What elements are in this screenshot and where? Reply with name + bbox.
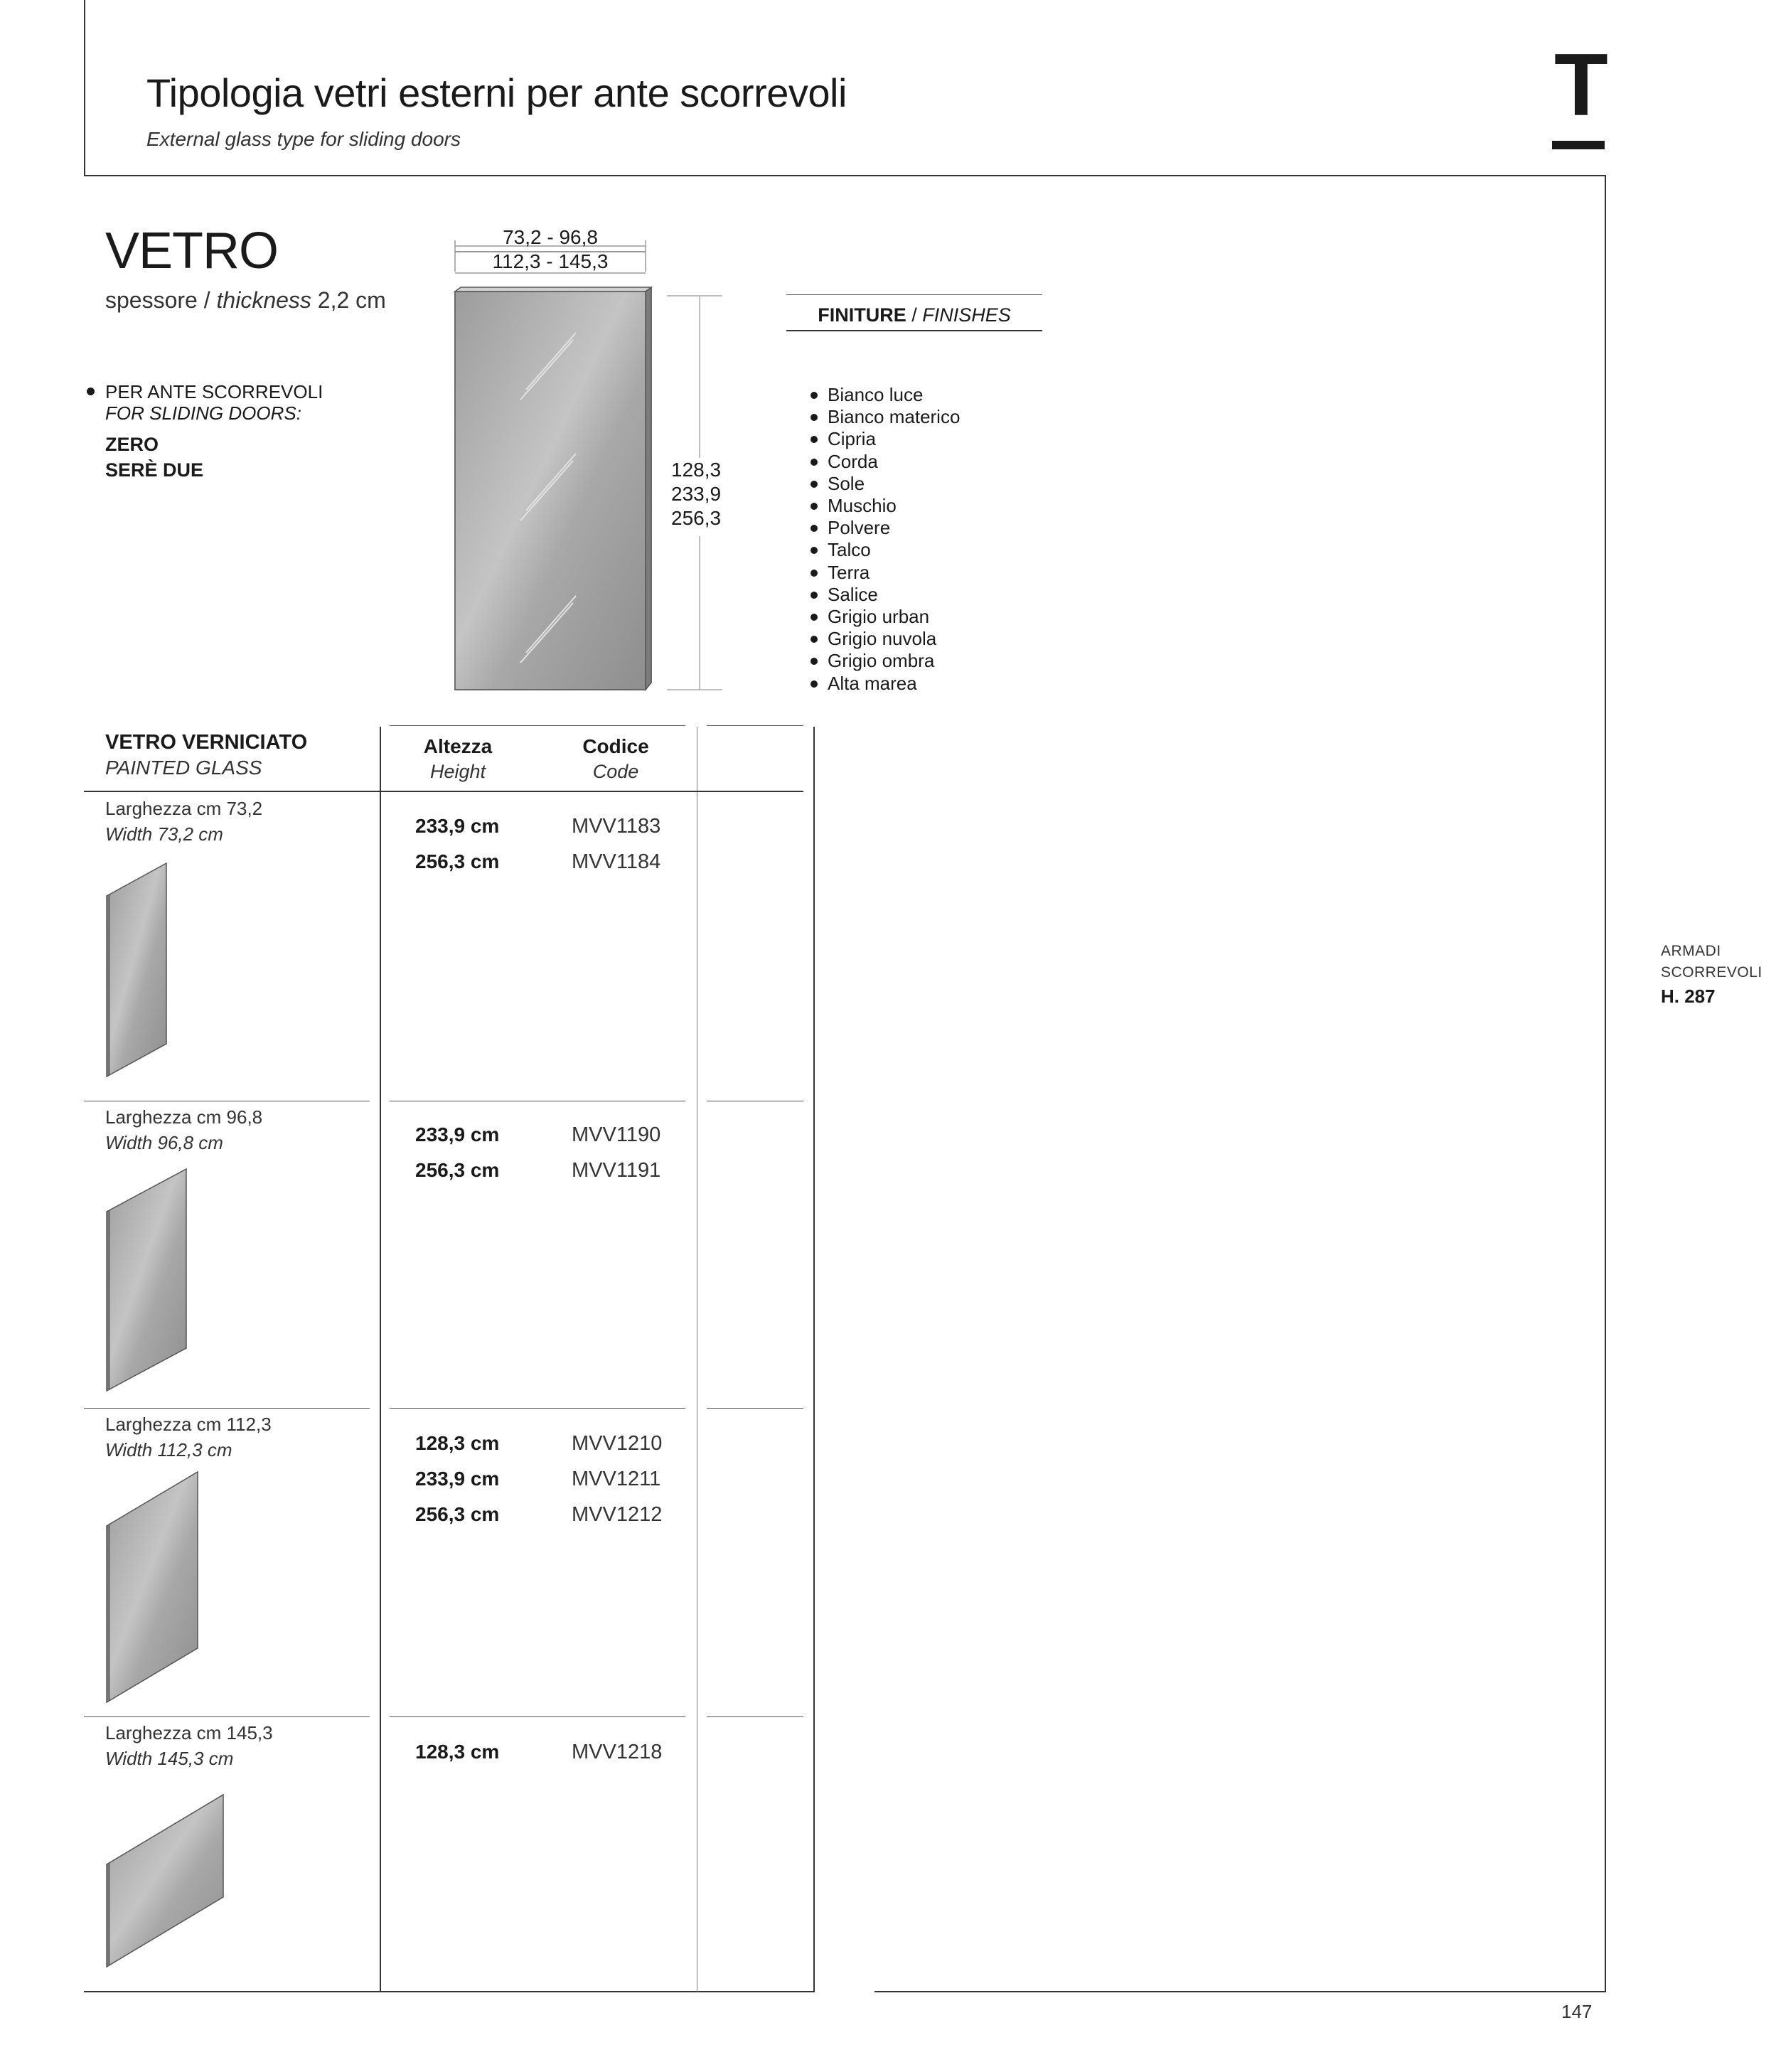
row-divider: [390, 1716, 685, 1717]
row-width-label-it: Larghezza cm 112,3: [105, 1414, 272, 1435]
usage-label-it: PER ANTE SCORREVOLI: [105, 381, 323, 402]
table-title-en: PAINTED GLASS: [105, 757, 262, 779]
finishes-top-rule: [786, 294, 1042, 295]
height-dimension-label: 128,3: [671, 459, 722, 481]
model-name: ZERO: [105, 434, 159, 455]
row-height-value: 233,9 cm: [415, 815, 500, 837]
finishes-heading-sep: /: [906, 304, 923, 326]
column-header-code: [545, 735, 687, 783]
finishes-list: [811, 384, 960, 695]
finish-item: Sole: [811, 473, 960, 495]
usage-label-en: FOR SLIDING DOORS:: [105, 402, 301, 424]
finish-item: Talco: [811, 539, 960, 561]
usage-bullet: [87, 388, 95, 395]
finish-item: Bianco luce: [811, 384, 960, 406]
model-name: SERÈ DUE: [105, 459, 204, 481]
row-code-value: MVV1212: [572, 1503, 663, 1526]
section-letter: T: [1554, 36, 1608, 134]
row-code-value: MVV1190: [572, 1123, 661, 1146]
column-header-code-en: Code: [592, 761, 639, 782]
page-number: 147: [1561, 2001, 1593, 2022]
row-height-value: 256,3 cm: [415, 850, 500, 872]
product-thickness: [105, 287, 386, 314]
finishes-heading-en: FINISHES: [922, 304, 1011, 326]
row-width-label-it: Larghezza cm 96,8: [105, 1106, 263, 1128]
height-dimension-label: 256,3: [671, 507, 722, 529]
finish-item: Bianco materico: [811, 406, 960, 428]
finishes-heading: [786, 304, 1042, 326]
table-column-divider: [813, 727, 815, 1992]
table-header-top-rule: [390, 725, 685, 726]
thickness-value: 2,2 cm: [317, 287, 386, 313]
finish-item: Corda: [811, 451, 960, 473]
frame-header-rule: [84, 175, 1605, 176]
row-width-label-en: Width 96,8 cm: [105, 1132, 223, 1153]
finish-item: Terra: [811, 562, 960, 584]
section-letter-underline: [1552, 141, 1605, 149]
finishes-heading-it: FINITURE: [818, 304, 906, 326]
column-header-code-it: Codice: [582, 735, 649, 757]
glass-panel-thumbnail: [105, 1792, 226, 1968]
row-width-label-en: Width 145,3 cm: [105, 1748, 234, 1769]
glass-panel-thumbnail: [105, 860, 169, 1081]
finish-item: Grigio nuvola: [811, 628, 960, 650]
row-height-value: 233,9 cm: [415, 1468, 500, 1490]
table-column-divider: [380, 727, 381, 1992]
finish-item: Muschio: [811, 495, 960, 517]
row-height-value: 256,3 cm: [415, 1503, 500, 1525]
frame-left-top-line: [84, 0, 85, 176]
row-code-value: MVV1211: [572, 1468, 661, 1490]
row-divider: [84, 1408, 370, 1409]
side-tab-line2: SCORREVOLI: [1661, 964, 1762, 981]
thickness-label-en: thickness: [216, 287, 311, 313]
finish-item: Salice: [811, 584, 960, 606]
finish-item: Cipria: [811, 428, 960, 450]
width-dimension-label: 73,2 - 96,8: [503, 226, 598, 248]
table-header-top-rule: [707, 725, 803, 726]
row-code-value: MVV1183: [572, 815, 661, 838]
column-header-height-it: Altezza: [423, 735, 493, 757]
row-divider: [707, 1716, 803, 1717]
row-height-value: 256,3 cm: [415, 1159, 500, 1181]
product-name: VETRO: [105, 223, 279, 279]
finish-item: Grigio urban: [811, 606, 960, 628]
page-subtitle: External glass type for sliding doors: [146, 128, 461, 150]
row-height-value: 128,3 cm: [415, 1741, 500, 1763]
width-dimension-label: 112,3 - 145,3: [492, 250, 609, 272]
height-dimension-label: 233,9: [671, 483, 722, 505]
row-width-label-it: Larghezza cm 73,2: [105, 798, 263, 819]
frame-right-line: [1605, 175, 1606, 1992]
finish-item: Polvere: [811, 517, 960, 539]
row-code-value: MVV1218: [572, 1741, 663, 1763]
frame-bottom-left-rule: [84, 1991, 813, 1992]
table-title-it: VETRO VERNICIATO: [105, 731, 308, 754]
row-height-value: 128,3 cm: [415, 1432, 500, 1454]
row-divider: [707, 1408, 803, 1409]
thickness-label-it: spessore /: [105, 287, 210, 313]
side-tab-line1: ARMADI: [1661, 943, 1721, 959]
row-width-label-en: Width 73,2 cm: [105, 823, 223, 845]
row-width-label-it: Larghezza cm 145,3: [105, 1722, 273, 1743]
table-header-bottom-rule: [84, 791, 803, 792]
row-width-label-en: Width 112,3 cm: [105, 1439, 232, 1460]
finish-item: Grigio ombra: [811, 650, 960, 672]
finishes-bottom-rule: [786, 330, 1042, 331]
row-code-value: MVV1191: [572, 1159, 661, 1182]
finish-item: Alta marea: [811, 673, 960, 695]
page-title: Tipologia vetri esterni per ante scorrevoli: [146, 70, 847, 115]
row-code-value: MVV1210: [572, 1432, 663, 1455]
glass-panel-thumbnail: [105, 1469, 200, 1705]
row-code-value: MVV1184: [572, 850, 661, 873]
row-height-value: 233,9 cm: [415, 1123, 500, 1146]
row-divider: [84, 1716, 370, 1717]
column-header-height: [387, 735, 529, 783]
row-divider: [390, 1408, 685, 1409]
glass-panel-thumbnail: [105, 1166, 189, 1394]
frame-bottom-right-rule: [874, 1991, 1605, 1992]
side-tab-line3: H. 287: [1661, 986, 1716, 1007]
column-header-height-en: Height: [429, 761, 486, 782]
